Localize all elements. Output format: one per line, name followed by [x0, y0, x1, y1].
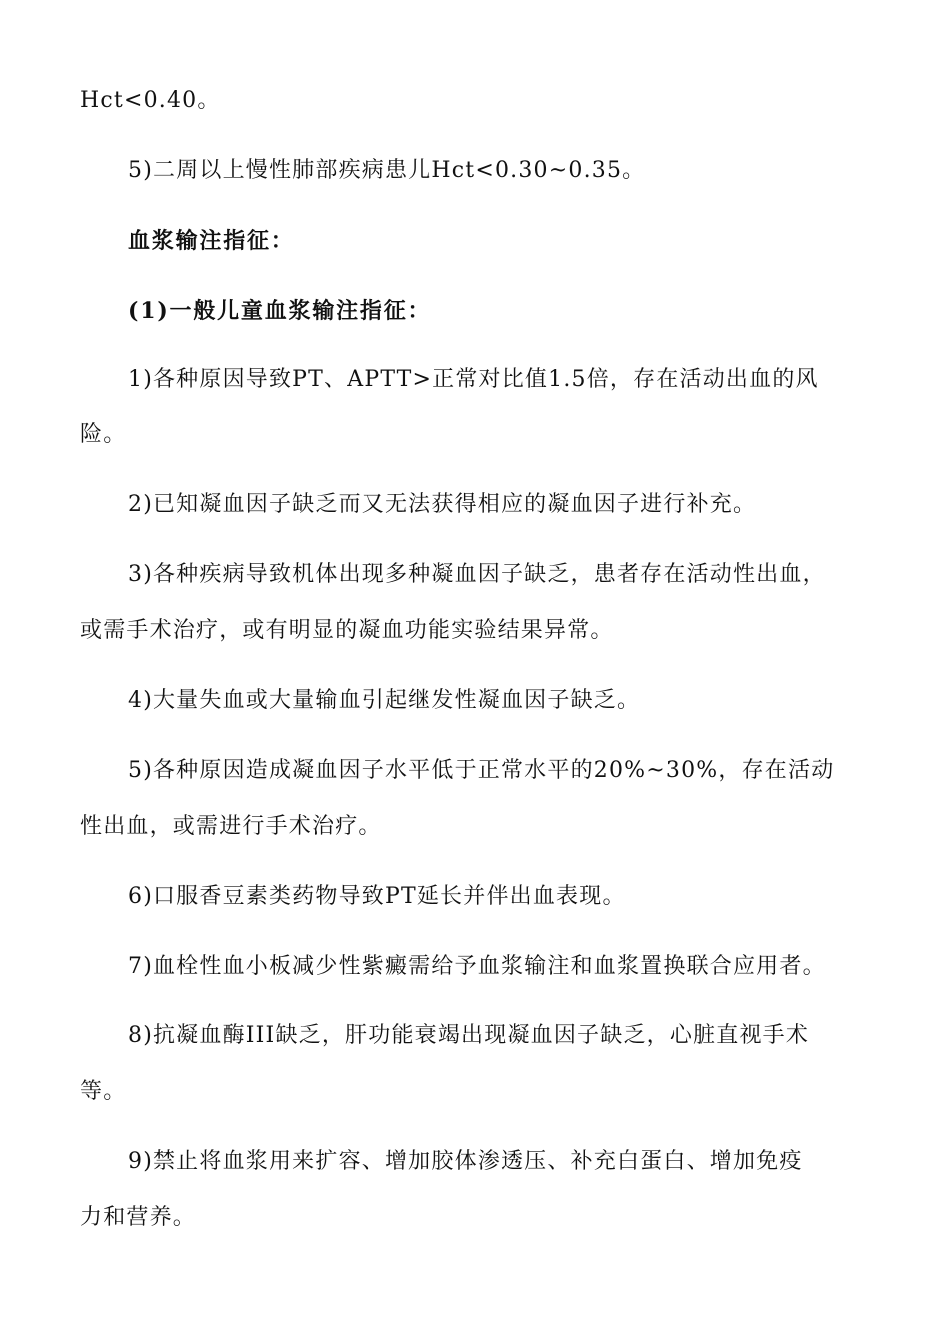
paragraph-line: 性出血，或需进行手术治疗。	[80, 814, 382, 839]
paragraph-line: 8)抗凝血酶III缺乏，肝功能衰竭出现凝血因子缺乏，心脏直视手术	[128, 1023, 810, 1048]
paragraph-line: 等。	[80, 1079, 127, 1104]
paragraph-line: 1)各种原因导致PT、APTT>正常对比值1.5倍，存在活动出血的风	[128, 367, 819, 392]
paragraph-line: 5)二周以上慢性肺部疾病患儿Hct<0.30~0.35。	[128, 158, 646, 183]
paragraph-line: 或需手术治疗，或有明显的凝血功能实验结果异常。	[80, 618, 614, 643]
paragraph-line: Hct<0.40。	[80, 88, 221, 113]
paragraph-line: 2)已知凝血因子缺乏而又无法获得相应的凝血因子进行补充。	[128, 492, 757, 517]
paragraph-line: 险。	[80, 422, 127, 447]
paragraph-line: 5)各种原因造成凝血因子水平低于正常水平的20%~30%，存在活动	[128, 758, 835, 783]
paragraph-line: 9)禁止将血浆用来扩容、增加胶体渗透压、补充白蛋白、增加免疫	[128, 1149, 803, 1174]
paragraph-line: 6)口服香豆素类药物导致PT延长并伴出血表现。	[128, 884, 626, 909]
paragraph-line: 力和营养。	[80, 1205, 197, 1230]
paragraph-line: 7)血栓性血小板减少性紫癜需给予血浆输注和血浆置换联合应用者。	[128, 954, 826, 979]
subsection-heading: (1)一般儿童血浆输注指征：	[128, 298, 432, 324]
paragraph-line: 3)各种疾病导致机体出现多种凝血因子缺乏，患者存在活动性出血，	[128, 562, 826, 587]
section-heading: 血浆输注指征：	[128, 228, 295, 254]
paragraph-line: 4)大量失血或大量输血引起继发性凝血因子缺乏。	[128, 688, 641, 713]
